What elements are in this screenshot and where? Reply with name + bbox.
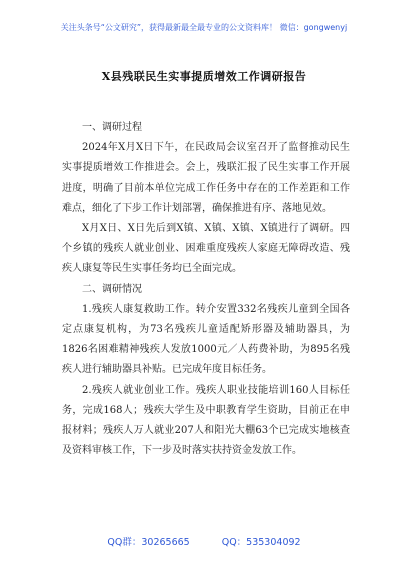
footer-qq-number: QQ：535304092 [221,537,301,548]
footer-qq-group: QQ群：30265665 [107,537,190,548]
paragraph-3: 1.残疾人康复救助工作。转介安置332名残疾儿童到全国各定点康复机构，为73名残疾儿童适配矫形器及辅助器具，为1826名困难精神残疾人发放1000元／人药费补助，为895名残疾人进行辅助器具补贴。已完成年度目标任务。 [62,303,350,376]
page-header-banner: 关注头条号“公文研究”，获得最新最全最专业的公文资料库！ 微信：gongwenyj [60,23,348,32]
document-title: X县残联民生实事提质增效工作调研报告 [101,70,307,83]
page-footer [0,534,408,548]
paragraph-1: 2024年X月X日下午，在民政局会议室召开了监督推动民生实事提质增效工作推进会。会上，残联汇报了民生实事工作开展进度，明确了目前本单位完成工作任务中存在的工作差距和工作难点，细化了下步工作计划部署，确保推进有序、落地见效。 [62,142,350,214]
section-heading-2: 二、调研情况 [82,283,142,295]
document-body [62,118,350,461]
section-heading-1: 一、调研过程 [82,122,142,133]
paragraph-2: X月X日、X日先后到X镇、X镇、X镇、X镇进行了调研。四个乡镇的残疾人就业创业、困难重度残疾人家庭无障碍改造、残疾人康复等民生实事任务均已全面完成。 [62,223,350,275]
paragraph-4: 2.残疾人就业创业工作。残疾人职业技能培训160人目标任务，完成168人；残疾大学生及中职教育学生资助，目前正在申报材料；残疾人万人就业207人和阳光大棚63个已完成实地核查及资料审核工作，下一步及时落实扶持资金发放工作。 [62,384,350,457]
